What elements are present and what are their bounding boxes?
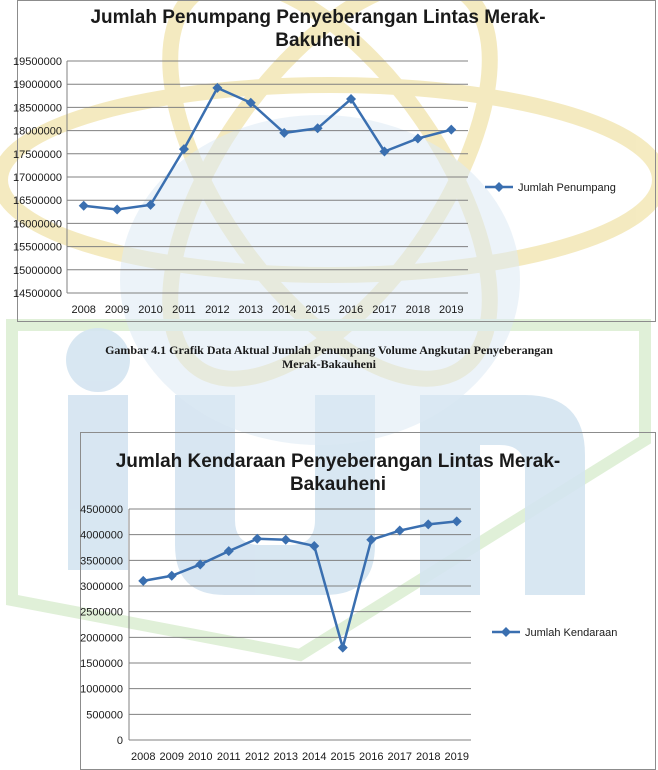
y-tick-label: 4500000 xyxy=(80,504,123,516)
y-tick-label: 17500000 xyxy=(13,148,62,161)
data-point xyxy=(309,541,319,551)
y-tick-label: 2500000 xyxy=(80,606,123,619)
y-tick-label: 2000000 xyxy=(80,632,123,645)
x-tick-label: 2009 xyxy=(159,751,184,763)
chart-title-line: Bakuheni xyxy=(275,30,361,51)
data-point xyxy=(366,535,376,545)
passenger-chart xyxy=(13,0,656,322)
y-tick-label: 500000 xyxy=(86,709,123,722)
data-point xyxy=(224,546,234,556)
data-point xyxy=(281,535,291,545)
passenger-chart-svg xyxy=(13,1,655,321)
x-tick-label: 2013 xyxy=(238,304,264,316)
x-tick-label: 2016 xyxy=(359,751,384,763)
data-point xyxy=(452,516,462,526)
data-point xyxy=(195,559,205,569)
chart-title-line: Jumlah Penumpang Penyeberangan Lintas Merak- xyxy=(90,7,546,28)
x-tick-label: 2017 xyxy=(372,304,397,316)
y-tick-label: 16000000 xyxy=(13,218,62,231)
y-tick-label: 16500000 xyxy=(13,195,62,208)
x-tick-label: 2015 xyxy=(305,304,330,316)
data-point xyxy=(252,534,262,544)
data-point xyxy=(167,571,177,581)
chart-title-line: Bakauheni xyxy=(289,474,387,495)
y-tick-label: 18500000 xyxy=(13,102,62,115)
y-tick-label: 14500000 xyxy=(13,288,62,300)
x-tick-label: 2008 xyxy=(131,751,156,763)
x-tick-label: 2017 xyxy=(387,751,412,763)
x-tick-label: 2014 xyxy=(302,751,327,763)
caption-line-2: Merak-Bakauheni xyxy=(281,357,376,371)
x-tick-label: 2019 xyxy=(439,304,464,316)
y-tick-label: 15500000 xyxy=(13,241,62,254)
data-point xyxy=(79,201,89,211)
legend-label: Jumlah Kendaraan xyxy=(525,627,618,639)
y-tick-label: 4000000 xyxy=(80,529,123,542)
figure-caption xyxy=(0,343,658,371)
y-tick-label: 1000000 xyxy=(80,683,123,696)
y-tick-label: 3500000 xyxy=(80,555,123,568)
data-point xyxy=(423,519,433,529)
x-tick-label: 2015 xyxy=(330,751,355,763)
x-tick-label: 2016 xyxy=(338,304,364,316)
vehicle-chart xyxy=(80,432,656,770)
x-tick-label: 2012 xyxy=(205,304,230,316)
x-tick-label: 2010 xyxy=(188,751,213,763)
series-line xyxy=(84,88,452,210)
data-point xyxy=(446,125,456,135)
y-tick-label: 3000000 xyxy=(80,581,123,593)
caption-line-1: Gambar 4.1 Grafik Data Aktual Jumlah Penumpang Volume Angkutan Penyeberangan xyxy=(105,343,553,357)
x-tick-label: 2019 xyxy=(444,751,469,763)
y-tick-label: 19000000 xyxy=(13,79,62,92)
x-tick-label: 2011 xyxy=(216,751,241,763)
data-point xyxy=(112,204,122,214)
data-point xyxy=(138,576,148,586)
data-point xyxy=(413,133,423,143)
x-tick-label: 2018 xyxy=(405,304,431,316)
y-tick-label: 18000000 xyxy=(13,125,62,138)
legend-marker xyxy=(494,182,504,192)
legend-marker xyxy=(501,627,511,637)
legend-label: Jumlah Penumpang xyxy=(518,182,616,194)
x-tick-label: 2012 xyxy=(245,751,270,763)
x-tick-label: 2013 xyxy=(273,751,298,763)
x-tick-label: 2011 xyxy=(172,304,196,316)
data-point xyxy=(338,643,348,653)
y-tick-label: 19500000 xyxy=(13,56,62,68)
x-tick-label: 2009 xyxy=(104,304,130,316)
chart-title-line: Jumlah Kendaraan Penyeberangan Lintas Merak- xyxy=(115,451,561,472)
x-tick-label: 2008 xyxy=(71,304,96,316)
y-tick-label: 1500000 xyxy=(80,658,123,670)
x-tick-label: 2018 xyxy=(416,751,441,763)
data-point xyxy=(395,526,405,536)
y-tick-label: 15000000 xyxy=(13,264,62,277)
y-tick-label: 0 xyxy=(116,735,123,747)
y-tick-label: 17000000 xyxy=(13,172,62,184)
x-tick-label: 2014 xyxy=(271,304,297,316)
x-tick-label: 2010 xyxy=(138,304,163,316)
series-line xyxy=(143,521,457,647)
vehicle-chart-svg xyxy=(81,433,655,769)
